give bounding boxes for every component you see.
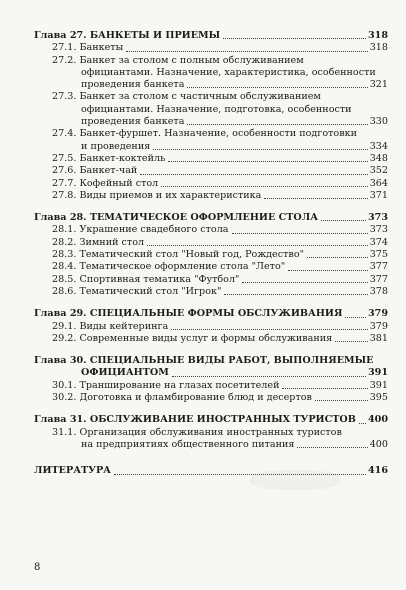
page-ref: 381: [369, 332, 388, 344]
page-ref: 334: [369, 140, 388, 152]
page-ref: 375: [369, 249, 388, 261]
entry-title: 29.1. Виды кейтеринга: [52, 320, 169, 332]
page-ref: 416: [367, 465, 388, 477]
page-ref: 395: [369, 392, 388, 404]
page-ref: 321: [369, 79, 388, 91]
leader-dots: [297, 447, 367, 448]
leader-dots: [147, 245, 368, 246]
entry-title: 27.1. Банкеты: [52, 42, 124, 54]
leader-dots: [223, 38, 366, 39]
page-ref: 391: [369, 379, 388, 391]
leader-dots: [288, 270, 368, 271]
toc-entry: [34, 321, 388, 333]
entry-title: проведения банкета: [81, 79, 185, 91]
leader-dots: [282, 388, 367, 389]
toc-entry: [34, 224, 388, 236]
chapter-27-heading: [34, 30, 388, 42]
page-ref: 318: [367, 30, 388, 41]
page-ref: 373: [367, 212, 388, 224]
leader-dots: [224, 294, 367, 295]
page-ref: 378: [369, 285, 388, 297]
toc-entry-line: официантами. Назначение, характеристика, особенности: [81, 66, 376, 78]
leader-dots: [242, 282, 367, 283]
leader-dots: [172, 376, 366, 377]
entry-title: 28.3. Тематический стол "Новый год, Рождество": [52, 249, 305, 261]
page-ref: 379: [367, 308, 388, 320]
page-ref: 377: [369, 273, 388, 285]
page-ref: 364: [369, 177, 388, 189]
toc-entry-line: 27.3. Банкет за столом с частичным обслуживанием: [52, 91, 321, 103]
entry-title: 28.1. Украшение свадебного стола: [52, 224, 229, 236]
chapter-28-heading: [34, 212, 388, 224]
page-ref: 400: [369, 438, 388, 450]
toc-entry: [34, 116, 388, 128]
literature-title: ЛИТЕРАТУРА: [34, 465, 111, 477]
leader-dots: [187, 124, 367, 125]
toc-entry: [34, 237, 388, 249]
toc-entry: [34, 178, 388, 190]
toc-entry-line: 31.1. Организация обслуживания иностранных туристов: [52, 426, 342, 438]
entry-title: 30.1. Транширование на глазах посетителей: [52, 379, 280, 391]
page-ref: 400: [367, 414, 388, 426]
toc-entry: [34, 380, 388, 392]
leader-dots: [168, 161, 367, 162]
toc-entry: [34, 333, 388, 345]
entry-title: и проведения: [81, 140, 151, 152]
toc-entry-line: официантами. Назначение, подготовка, особенности: [81, 103, 352, 115]
leader-dots: [171, 329, 367, 330]
table-of-contents: [34, 30, 388, 478]
page-ref: 374: [369, 236, 388, 248]
toc-entry: [34, 165, 388, 177]
leader-dots: [359, 423, 366, 424]
chapter-title: Глава 27. БАНКЕТЫ И ПРИЕМЫ: [34, 30, 221, 41]
entry-title: 27.5. Банкет-коктейль: [52, 152, 166, 164]
leader-dots: [140, 174, 367, 175]
leader-dots: [321, 220, 366, 221]
chapter-title: Глава 29. СПЕЦИАЛЬНЫЕ ФОРМЫ ОБСЛУЖИВАНИЯ: [34, 308, 343, 320]
paper-smudge: [250, 470, 340, 490]
toc-entry-line: 27.4. Банкет-фуршет. Назначение, особенности подготовки: [52, 128, 357, 140]
leader-dots: [315, 400, 368, 401]
toc-entry: [34, 141, 388, 153]
toc-entry: [34, 439, 388, 451]
entry-title: 27.8. Виды приемов и их характеристика: [52, 189, 262, 201]
toc-entry: [34, 42, 388, 54]
page-ref: 352: [369, 165, 388, 177]
entry-title: 28.6. Тематический стол "Игрок": [52, 285, 222, 297]
chapter-title: Глава 28. ТЕМАТИЧЕСКОЕ ОФОРМЛЕНИЕ СТОЛА: [34, 212, 319, 224]
leader-dots: [161, 186, 367, 187]
chapter-title: Глава 30. СПЕЦИАЛЬНЫЕ ВИДЫ РАБОТ, ВЫПОЛНЯЕМЫЕ: [34, 355, 374, 367]
page-ref: 373: [369, 224, 388, 236]
entry-title: 28.5. Спортивная тематика "Футбол": [52, 273, 240, 285]
toc-entry: [34, 261, 388, 273]
page-ref: 379: [369, 320, 388, 332]
leader-dots: [307, 257, 368, 258]
leader-dots: [187, 87, 367, 88]
toc-entry-line: 27.2. Банкет за столом с полным обслуживанием: [52, 54, 304, 66]
page-ref: 371: [369, 189, 388, 201]
leader-dots: [126, 51, 367, 52]
leader-dots: [345, 317, 366, 318]
entry-title: 27.7. Кофейный стол: [52, 177, 159, 189]
chapter-30-heading-line2: [34, 367, 388, 379]
chapter-title: ОФИЦИАНТОМ: [81, 367, 169, 379]
toc-entry: [34, 79, 388, 91]
page-number: 8: [34, 562, 41, 573]
page-ref: 348: [369, 152, 388, 164]
toc-entry: [34, 249, 388, 261]
toc-entry: [34, 274, 388, 286]
entry-title: 29.2. Современные виды услуг и формы обслуживания: [52, 332, 333, 344]
entry-title: проведения банкета: [81, 116, 185, 128]
chapter-title: Глава 31. ОБСЛУЖИВАНИЕ ИНОСТРАННЫХ ТУРИСТОВ: [34, 414, 356, 426]
toc-entry: [34, 286, 388, 298]
entry-title: 28.4. Тематическое оформление стола "Лето": [52, 261, 286, 273]
leader-dots: [335, 341, 368, 342]
entry-title: на предприятиях общественного питания: [81, 438, 295, 450]
page-ref: 377: [369, 261, 388, 273]
page-ref: 318: [369, 42, 388, 54]
chapter-30-heading-line1: [34, 355, 388, 367]
chapter-31-heading: [34, 414, 388, 426]
toc-entry: [34, 190, 388, 202]
page-ref: 391: [367, 367, 388, 379]
chapter-29-heading: [34, 308, 388, 320]
entry-title: 28.2. Зимний стол: [52, 236, 145, 248]
entry-title: 27.6. Банкет-чай: [52, 165, 138, 177]
leader-dots: [232, 233, 368, 234]
leader-dots: [153, 149, 367, 150]
toc-entry: [34, 153, 388, 165]
page-ref: 330: [369, 116, 388, 128]
leader-dots: [264, 198, 367, 199]
toc-entry: [34, 392, 388, 404]
entry-title: 30.2. Доготовка и фламбирование блюд и десертов: [52, 392, 312, 404]
